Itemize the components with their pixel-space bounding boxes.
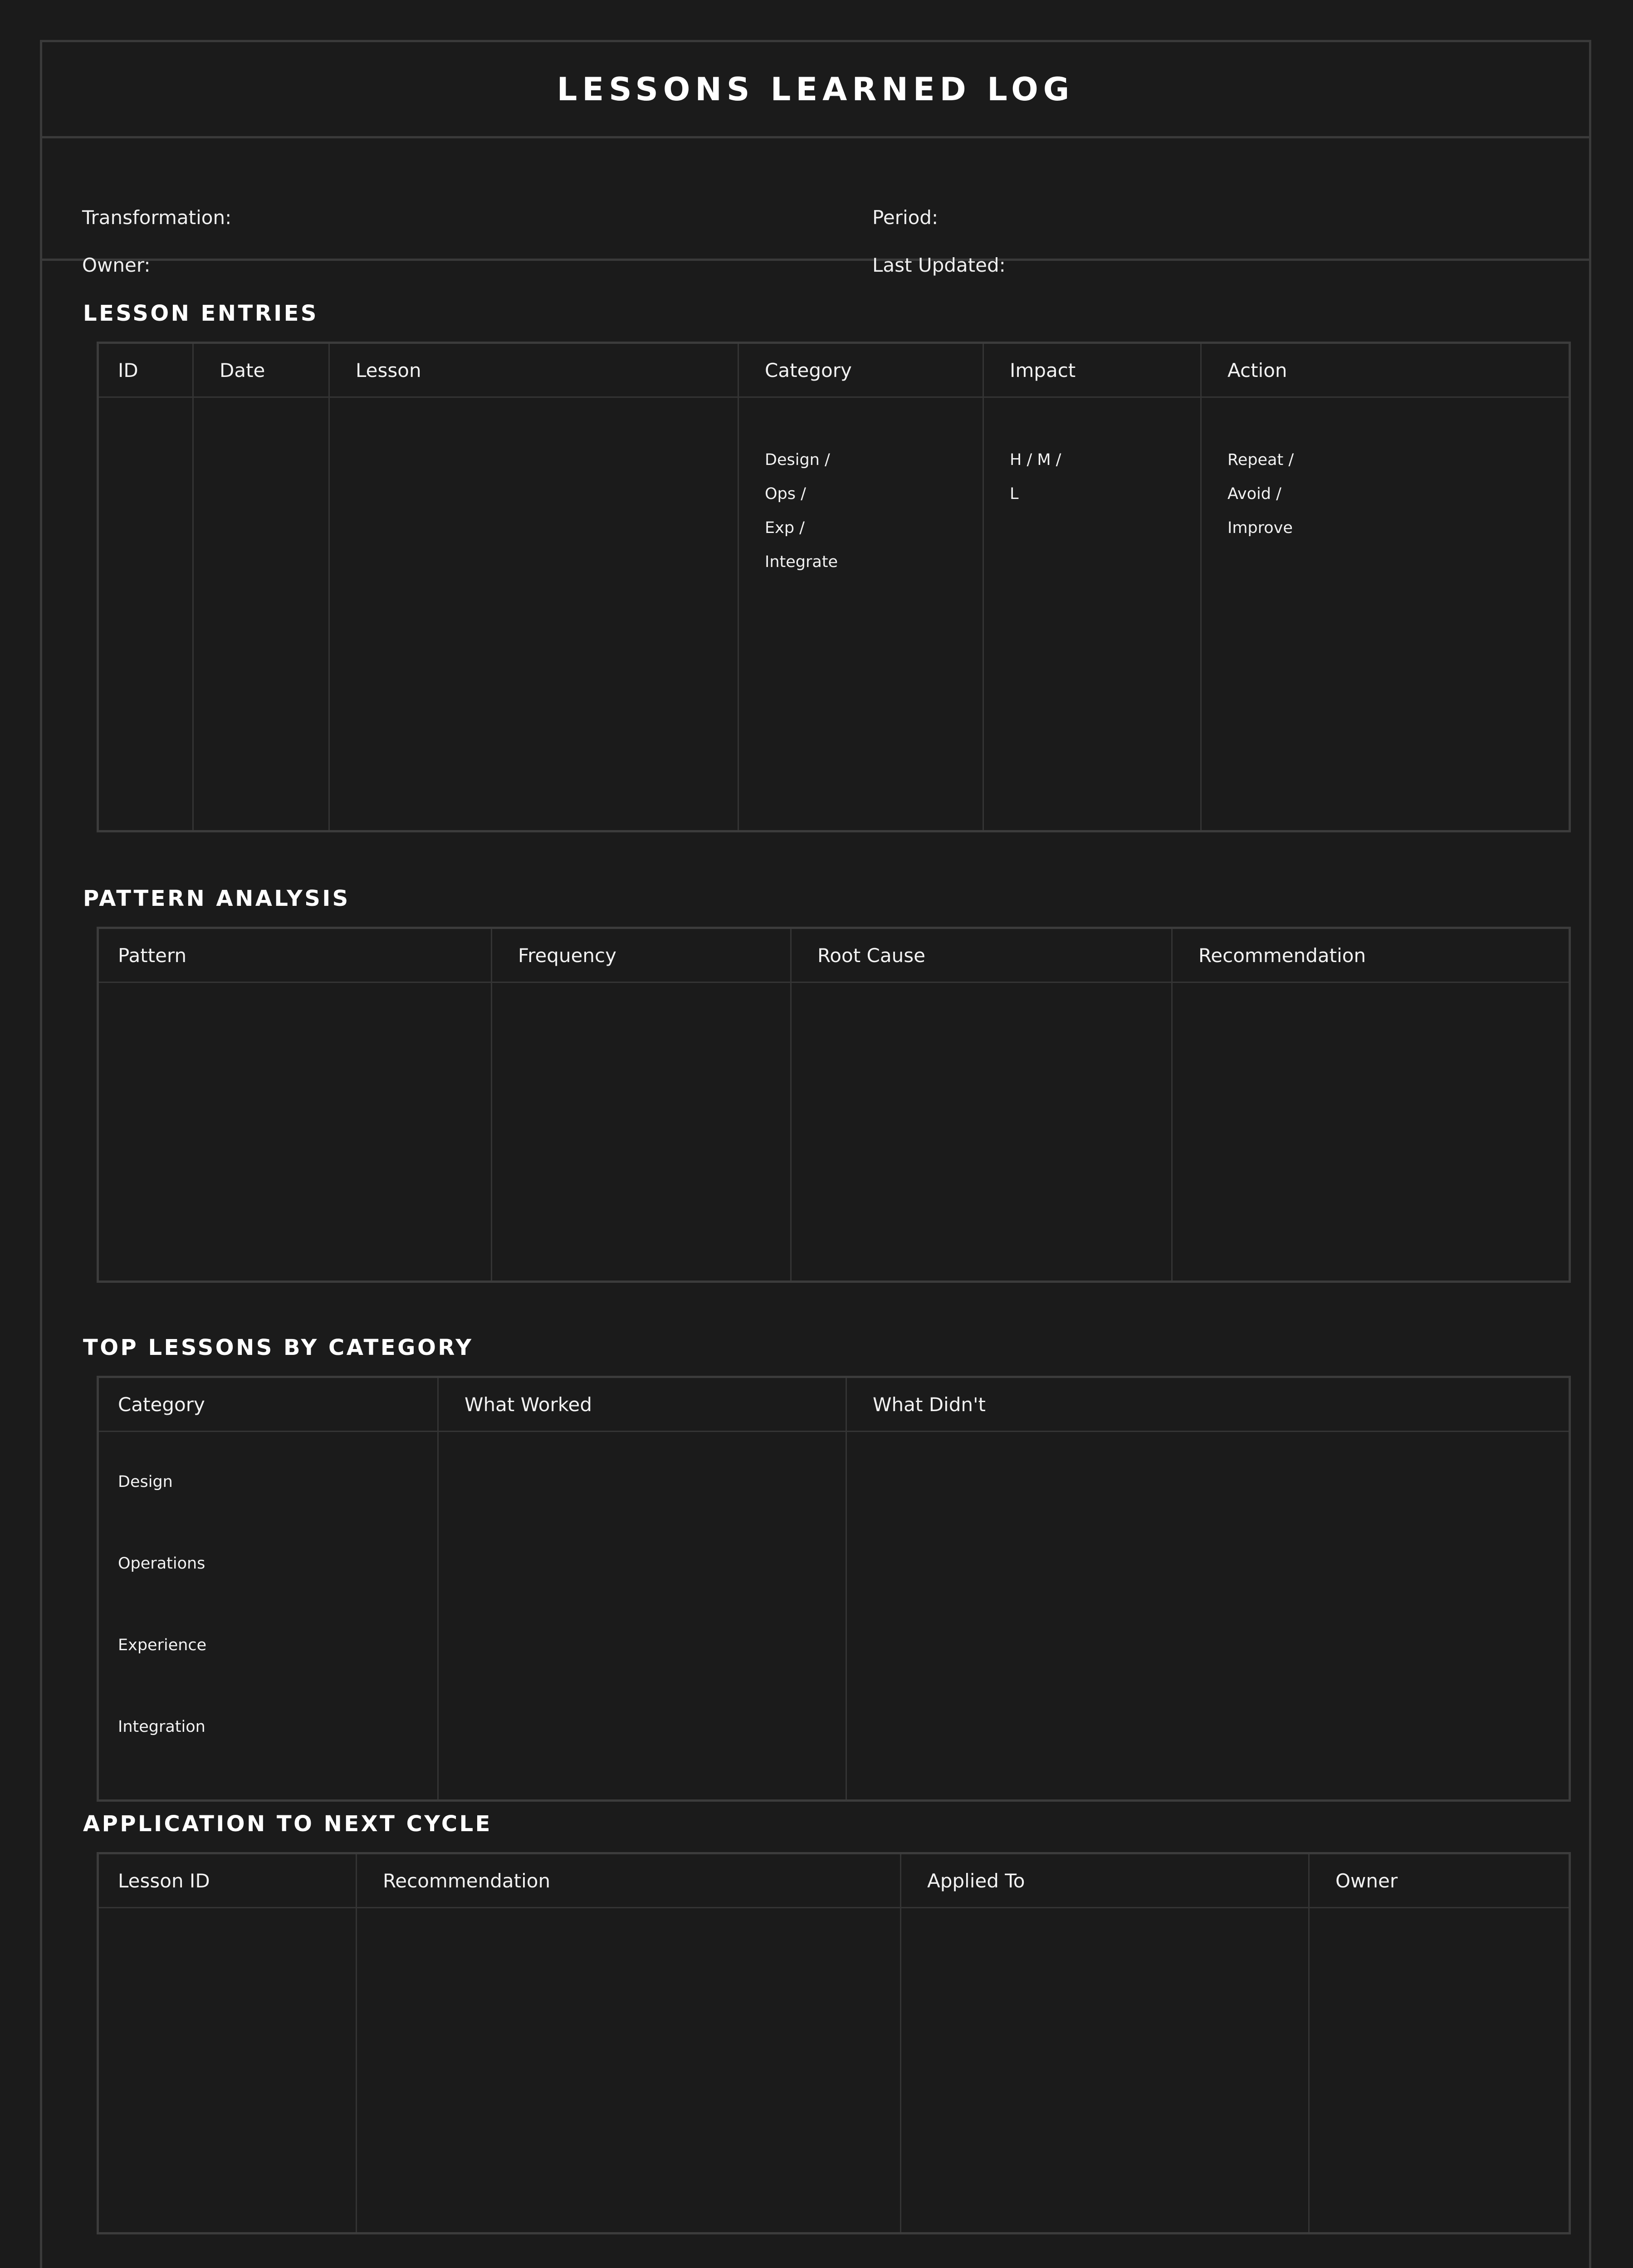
lesson-id-cell[interactable] bbox=[98, 1908, 357, 2234]
impact-cell[interactable] bbox=[983, 397, 1201, 831]
column-header: Pattern bbox=[98, 928, 492, 982]
category-list-cell bbox=[98, 1432, 438, 1801]
table-header-row bbox=[98, 343, 1570, 397]
column-header: Applied To bbox=[901, 1853, 1309, 1908]
action-options bbox=[1227, 398, 1569, 545]
frequency-cell[interactable] bbox=[492, 982, 791, 1282]
column-header: Category bbox=[98, 1377, 438, 1432]
last-updated-field[interactable]: Last Updated: bbox=[872, 254, 1006, 276]
table-header-row bbox=[98, 1853, 1570, 1908]
lesson-entries-table bbox=[97, 342, 1571, 832]
impact-options bbox=[1010, 398, 1200, 511]
page-title: LESSONS LEARNED LOG bbox=[557, 70, 1075, 108]
application-table bbox=[97, 1852, 1571, 2234]
applied-to-cell[interactable] bbox=[901, 1908, 1309, 2234]
category-label-design: Design bbox=[118, 1473, 173, 1491]
column-header: ID bbox=[98, 343, 193, 397]
meta-header bbox=[42, 138, 1589, 276]
action-option: Improve bbox=[1227, 519, 1293, 537]
column-header: Owner bbox=[1309, 1853, 1570, 1908]
pattern-analysis-table bbox=[97, 927, 1571, 1283]
period-field[interactable]: Period: bbox=[872, 206, 939, 229]
category-options bbox=[765, 398, 983, 579]
category-option: Design / bbox=[765, 451, 830, 469]
recommendation-cell[interactable] bbox=[357, 1908, 901, 2234]
owner-field[interactable]: Owner: bbox=[82, 254, 151, 276]
what-worked-cell[interactable] bbox=[438, 1432, 846, 1801]
action-option: Avoid / bbox=[1227, 485, 1281, 503]
top-lessons-table bbox=[97, 1376, 1571, 1802]
what-didnt-cell[interactable] bbox=[846, 1432, 1570, 1801]
table-row bbox=[98, 1908, 1570, 2234]
section-title-pattern-analysis: PATTERN ANALYSIS bbox=[83, 886, 350, 911]
category-option: Integrate bbox=[765, 553, 838, 571]
column-header: Lesson ID bbox=[98, 1853, 357, 1908]
impact-option: H / M / bbox=[1010, 451, 1061, 469]
table-row bbox=[98, 1432, 1570, 1801]
table-header-row bbox=[98, 928, 1570, 982]
action-cell[interactable] bbox=[1201, 397, 1570, 831]
column-header: Recommendation bbox=[357, 1853, 901, 1908]
column-header: Root Cause bbox=[791, 928, 1172, 982]
lesson-cell[interactable] bbox=[329, 397, 738, 831]
impact-option: L bbox=[1010, 485, 1019, 503]
category-cell[interactable] bbox=[738, 397, 983, 831]
column-header: Frequency bbox=[492, 928, 791, 982]
table-header-row bbox=[98, 1377, 1570, 1432]
column-header: Recommendation bbox=[1172, 928, 1570, 982]
title-bar bbox=[42, 42, 1589, 138]
column-header: Category bbox=[738, 343, 983, 397]
category-list bbox=[118, 1432, 437, 1799]
column-header: Lesson bbox=[329, 343, 738, 397]
column-header: Date bbox=[193, 343, 329, 397]
category-option: Ops / bbox=[765, 485, 806, 503]
section-title-top-lessons: TOP LESSONS BY CATEGORY bbox=[83, 1335, 474, 1360]
transformation-field[interactable]: Transformation: bbox=[82, 206, 232, 229]
column-header: Action bbox=[1201, 343, 1570, 397]
column-header: Impact bbox=[983, 343, 1201, 397]
log-frame bbox=[40, 40, 1591, 2268]
table-row bbox=[98, 397, 1570, 831]
owner-cell[interactable] bbox=[1309, 1908, 1570, 2234]
section-title-lesson-entries: LESSON ENTRIES bbox=[83, 301, 318, 326]
section-title-application: APPLICATION TO NEXT CYCLE bbox=[83, 1811, 492, 1837]
date-cell[interactable] bbox=[193, 397, 329, 831]
category-label-experience: Experience bbox=[118, 1636, 207, 1654]
category-label-operations: Operations bbox=[118, 1554, 205, 1573]
table-row bbox=[98, 982, 1570, 1282]
pattern-cell[interactable] bbox=[98, 982, 492, 1282]
column-header: What Didn't bbox=[846, 1377, 1570, 1432]
id-cell[interactable] bbox=[98, 397, 193, 831]
category-option: Exp / bbox=[765, 519, 805, 537]
recommendation-cell[interactable] bbox=[1172, 982, 1570, 1282]
category-label-integration: Integration bbox=[118, 1718, 205, 1736]
root-cause-cell[interactable] bbox=[791, 982, 1172, 1282]
column-header: What Worked bbox=[438, 1377, 846, 1432]
action-option: Repeat / bbox=[1227, 451, 1294, 469]
